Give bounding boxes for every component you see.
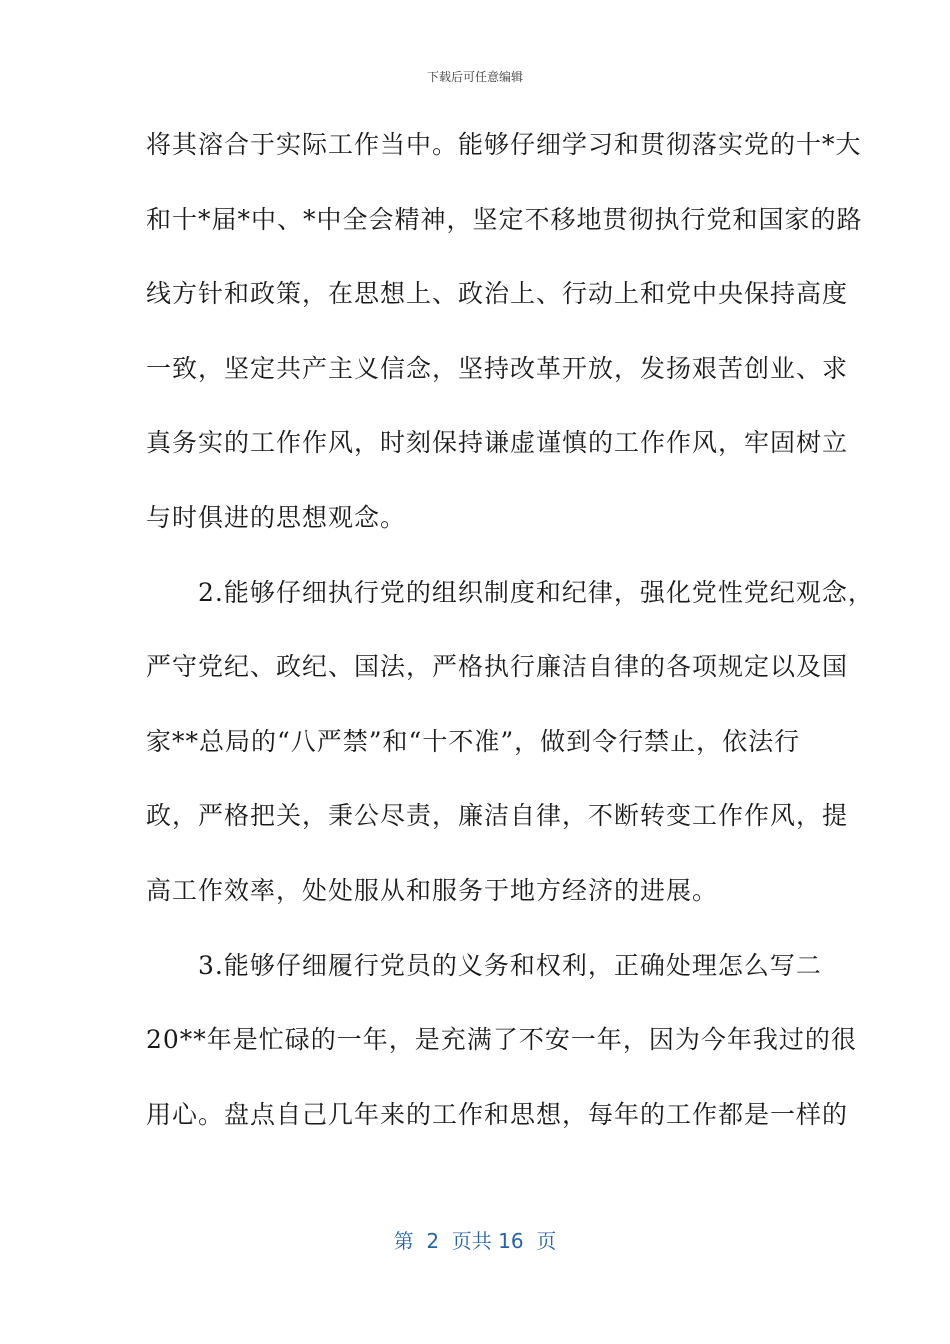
text-line: 家**总局的“八严禁”和“十不准”，做到令行禁止，依法行	[146, 726, 801, 756]
text-line: 高工作效率，处处服从和服务于地方经济的进展。	[146, 875, 719, 905]
text-line: 用心。盘点自己几年来的工作和思想，每年的工作都是一样的	[146, 1099, 849, 1129]
text-line: 真务实的工作作风，时刻保持谦虚谨慎的工作作风，牢固树立	[146, 428, 849, 458]
text-line: 2.能够仔细执行党的组织制度和纪律，强化党性党纪观念，	[146, 577, 874, 607]
page-number-footer: 第 2 页共 16 页	[393, 1229, 557, 1253]
text-line: 3.能够仔细履行党员的义务和权利，正确处理怎么写二	[146, 950, 822, 980]
text-line: 和十*届*中、*中全会精神，坚定不移地贯彻执行党和国家的路	[146, 204, 863, 234]
text-line: 政，严格把关，秉公尽责，廉洁自律，不断转变工作作风，提	[146, 801, 849, 831]
text-line: 与时俱进的思想观念。	[146, 502, 407, 532]
page-header: 下载后可任意编辑	[426, 70, 523, 84]
text-line: 严守党纪、政纪、国法，严格执行廉洁自律的各项规定以及国	[146, 652, 849, 682]
document-body	[146, 120, 874, 1164]
text-line: 线方针和政策，在思想上、政治上、行动上和党中央保持高度	[146, 279, 849, 309]
text-line: 一致，坚定共产主义信念，坚持改革开放，发扬艰苦创业、求	[146, 353, 849, 383]
text-line: 将其溶合于实际工作当中。能够仔细学习和贯彻落实党的十*大	[146, 130, 862, 159]
text-line: 20**年是忙碌的一年，是充满了不安一年，因为今年我过的很	[146, 1025, 857, 1055]
